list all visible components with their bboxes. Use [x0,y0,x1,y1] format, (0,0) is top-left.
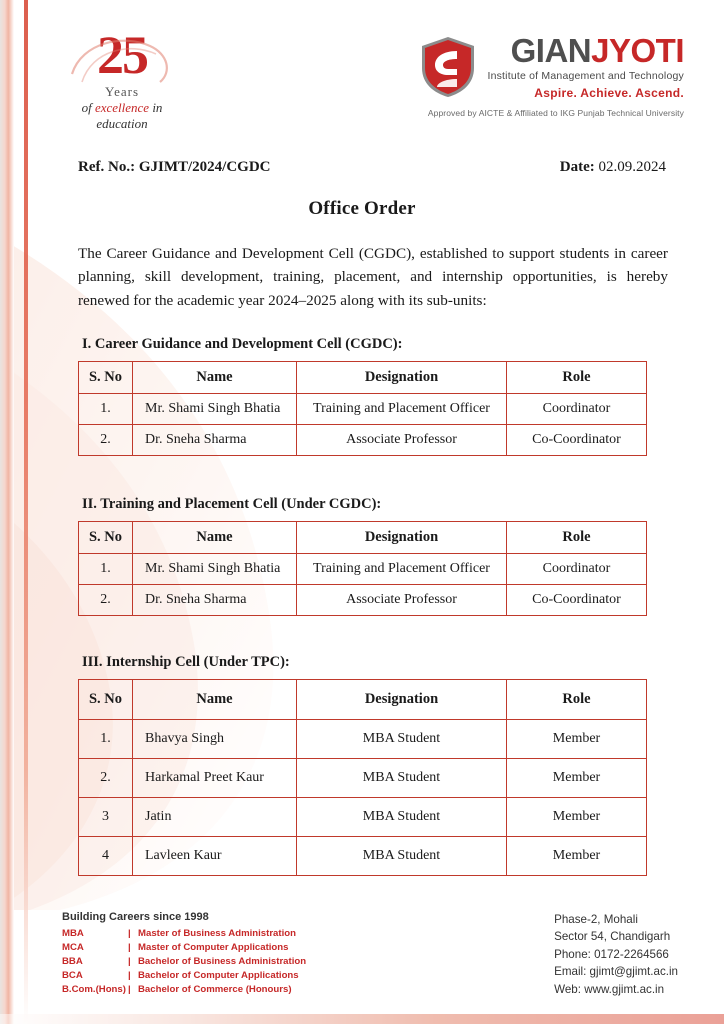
cell-sno: 2. [79,759,133,798]
document-footer [0,911,724,1024]
date-label: Date: [559,158,595,175]
section-heading-1: I. Career Guidance and Development Cell (CGDC): [82,336,403,353]
cell-role: Member [507,837,647,876]
cell-name: Dr. Sneha Sharma [133,425,297,456]
table-header-row [79,522,647,554]
institute-name [487,34,684,67]
course-full: Bachelor of Commerce (Honours) [138,983,292,995]
table-row [79,585,647,616]
cell-designation: Associate Professor [297,585,507,616]
institute-branding [419,28,684,118]
course-separator: | [128,941,131,953]
institute-name-part2: JYOTI [591,32,684,69]
page-title: Office Order [308,197,416,219]
section-heading-3: III. Internship Cell (Under TPC): [82,654,290,671]
footer-color-band [0,1014,724,1024]
course-separator: | [128,983,131,995]
cell-name: Dr. Sneha Sharma [133,585,297,616]
institute-approval-note: Approved by AICTE & Affiliated to IKG Punjab Technical University [427,108,684,118]
course-row [62,983,306,997]
column-header-sno: S. No [79,680,133,720]
course-full: Master of Business Administration [138,928,296,940]
reference-number [78,159,271,176]
contact-phone: Phone: 0172-2264566 [554,947,669,961]
column-header-name: Name [133,362,297,394]
anniversary-swirl-icon [64,32,180,90]
tpc-table [78,521,647,616]
contact-line: Phase-2, Mohali [554,913,638,927]
shield-logo-icon [419,35,477,99]
course-abbr: MCA [62,941,84,953]
cell-sno: 3 [79,798,133,837]
course-separator: | [128,955,131,967]
footer-courses [62,911,306,998]
cell-sno: 2. [79,585,133,616]
cell-sno: 4 [79,837,133,876]
column-header-role: Role [507,522,647,554]
cgdc-table [78,361,647,456]
column-header-designation: Designation [297,362,507,394]
column-header-name: Name [133,522,297,554]
cell-designation: MBA Student [297,759,507,798]
document-date [560,159,666,176]
course-abbr: B.Com.(Hons) [62,983,126,995]
section-heading-2: II. Training and Placement Cell (Under CGDC): [82,496,382,513]
footer-tagline: Building Careers since 1998 [62,911,209,924]
table-row [79,394,647,425]
cell-designation: MBA Student [297,798,507,837]
anniversary-logo [62,25,182,133]
date-value: 02.09.2024 [598,158,666,175]
cell-designation: MBA Student [297,837,507,876]
anniversary-caption [62,100,182,133]
institute-tagline: Aspire. Achieve. Ascend. [534,86,684,100]
course-row [62,941,306,955]
column-header-name: Name [133,680,297,720]
table-row [79,798,647,837]
course-row [62,927,306,941]
contact-website[interactable]: Web: www.gjimt.ac.in [554,982,665,996]
cell-sno: 1. [79,720,133,759]
course-abbr: MBA [62,928,84,940]
cell-role: Member [507,759,647,798]
table-row [79,837,647,876]
course-abbr: BBA [62,955,83,967]
document-body-paragraph: The Career Guidance and Development Cell (CGDC), established to support students in career planning, skill development, training, placement, and internship opportunities, is hereby renewed for the academic year 2024–2025 along with its sub-units: [78,244,668,309]
cell-designation: Associate Professor [297,425,507,456]
cell-role: Member [507,720,647,759]
table-row [79,720,647,759]
table-row [79,554,647,585]
institute-name-part1: GIAN [510,32,592,69]
cell-role: Co-Coordinator [507,585,647,616]
cell-designation: Training and Placement Officer [297,554,507,585]
cell-sno: 1. [79,394,133,425]
column-header-designation: Designation [297,522,507,554]
course-separator: | [128,969,131,981]
document-header [0,0,724,133]
cell-name: Bhavya Singh [133,720,297,759]
course-row [62,969,306,983]
course-full: Bachelor of Computer Applications [138,969,299,981]
reference-value: GJIMT/2024/CGDC [138,158,271,175]
anniversary-caption-line2: education [96,116,148,132]
institute-subtitle: Institute of Management and Technology [487,70,684,82]
course-full: Bachelor of Business Administration [138,955,307,967]
anniversary-number: 25 [97,25,147,85]
cell-name: Jatin [133,798,297,837]
cell-role: Co-Coordinator [507,425,647,456]
table-header-row [79,680,647,720]
cell-designation: MBA Student [297,720,507,759]
internship-cell-table [78,679,647,876]
cell-sno: 2. [79,425,133,456]
table-header-row [79,362,647,394]
course-abbr: BCA [62,969,83,981]
footer-contact [554,911,678,998]
reference-date-row [0,133,724,176]
contact-email[interactable]: Email: gjimt@gjimt.ac.in [554,965,678,979]
column-header-role: Role [507,680,647,720]
cell-role: Coordinator [507,554,647,585]
table-row [79,425,647,456]
anniversary-years-label: Years [104,84,139,99]
anniversary-caption-line1: of excellence in [81,100,163,115]
contact-line: Sector 54, Chandigarh [554,930,671,944]
cell-name: Harkamal Preet Kaur [133,759,297,798]
cell-name: Lavleen Kaur [133,837,297,876]
course-row [62,955,306,969]
column-header-role: Role [507,362,647,394]
cell-name: Mr. Shami Singh Bhatia [133,554,297,585]
course-full: Master of Computer Applications [138,941,289,953]
table-row [79,759,647,798]
reference-label: Ref. No.: [78,158,136,175]
column-header-designation: Designation [297,680,507,720]
column-header-sno: S. No [79,362,133,394]
cell-role: Member [507,798,647,837]
cell-role: Coordinator [507,394,647,425]
course-separator: | [128,928,131,940]
cell-sno: 1. [79,554,133,585]
column-header-sno: S. No [79,522,133,554]
cell-name: Mr. Shami Singh Bhatia [133,394,297,425]
cell-designation: Training and Placement Officer [297,394,507,425]
